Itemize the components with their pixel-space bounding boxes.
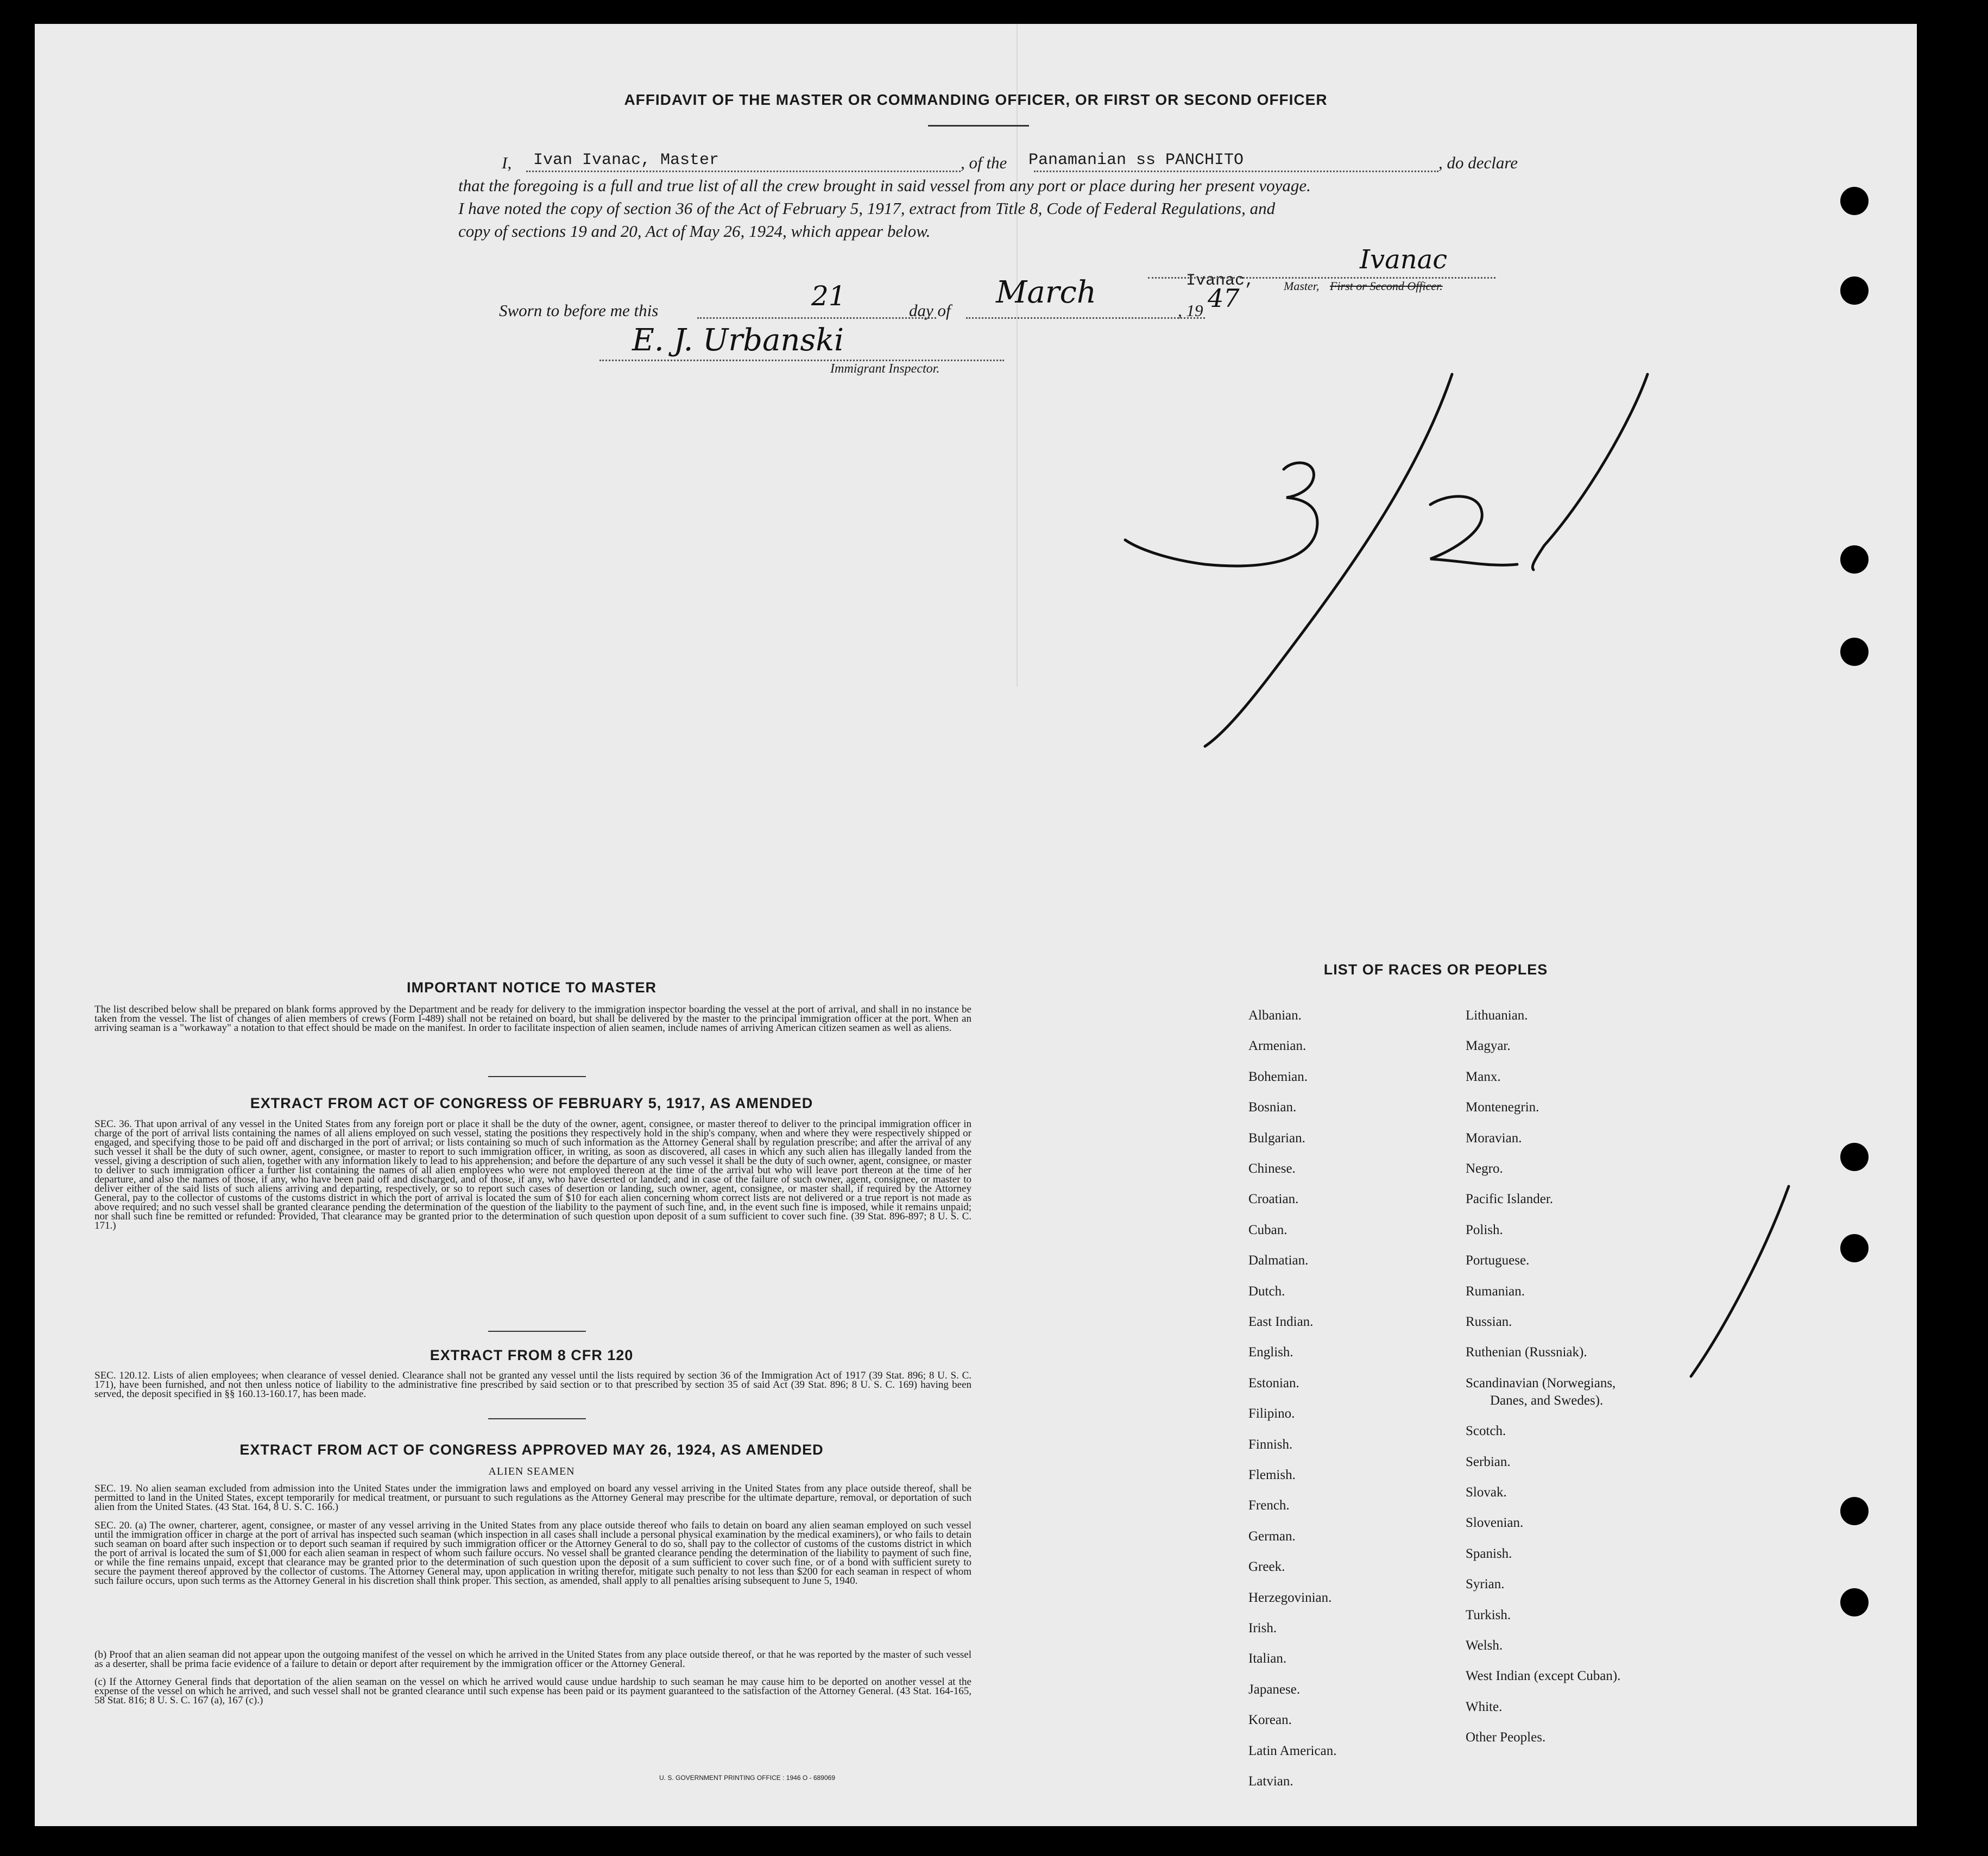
race-item: Moravian. xyxy=(1466,1130,1522,1146)
inspector-dotted-line xyxy=(599,360,1004,361)
do-declare-label: , do declare xyxy=(1438,153,1518,172)
month-dotted-line xyxy=(966,317,1205,319)
punch-hole xyxy=(1840,1588,1869,1616)
race-item: East Indian. xyxy=(1248,1314,1314,1329)
master-name-field: Ivan Ivanac, Master xyxy=(533,151,720,169)
race-item: German. xyxy=(1248,1528,1296,1544)
declaration-line-4: copy of sections 19 and 20, Act of May 26, 1924, which appear below. xyxy=(458,222,931,241)
race-item: Croatian. xyxy=(1248,1192,1299,1207)
race-item: Slovak. xyxy=(1466,1485,1507,1500)
handwritten-3-21-mark xyxy=(1099,328,1653,817)
title-rule xyxy=(928,125,1029,127)
race-item: Magyar. xyxy=(1466,1039,1511,1054)
day-of-label: day of xyxy=(909,301,951,320)
day-dotted-line xyxy=(697,317,936,319)
punch-hole xyxy=(1840,187,1869,215)
declaration-line-2: that the foregoing is a full and true list of all the crew brought in said vessel from any port or place during her present voyage. xyxy=(458,176,1311,195)
sworn-label: Sworn to before me this xyxy=(499,301,659,320)
extract-1924-title: EXTRACT FROM ACT OF CONGRESS APPROVED MAY 26, 1924, AS AMENDED xyxy=(239,1442,824,1458)
declaration-line-3: I have noted the copy of section 36 of the Act of February 5, 1917, extract from Title 8, Code of Federal Regulations, and xyxy=(458,199,1276,218)
inspector-label: Immigrant Inspector. xyxy=(830,362,940,376)
year-prefix: , 19 xyxy=(1178,301,1203,320)
race-item: Italian. xyxy=(1248,1651,1287,1666)
extract-1917-title: EXTRACT FROM ACT OF CONGRESS OF FEBRUARY 5, 1917, AS AMENDED xyxy=(250,1095,813,1111)
race-item: West Indian (except Cuban). xyxy=(1466,1669,1621,1684)
race-item: Japanese. xyxy=(1248,1682,1301,1697)
punch-hole xyxy=(1840,1143,1869,1171)
notice-body: The list described below shall be prepared on blank forms approved by the Department and be ready for delivery to the immigration inspector boarding the vessel at the port of arrival, and shall in no instance be taken from the vessel. The list of changes of alien members of crews (Form I-489) shall not be retained on board, but shall be delivered by the master to the principal immigration officer at the port. When an arriving seaman is a "workaway" a notation to that effect should be made on the manifest. In order to facilitate inspection of alien seamen, include names of arriving American citizen seamen as well as aliens. xyxy=(94,1004,971,1034)
document-page xyxy=(35,24,1917,1826)
month-value: March xyxy=(996,275,1096,310)
race-item: Serbian. xyxy=(1466,1454,1511,1469)
punch-hole xyxy=(1840,1497,1869,1525)
name-dotted-line xyxy=(526,171,961,172)
race-item: Welsh. xyxy=(1466,1638,1503,1653)
race-item: Latvian. xyxy=(1248,1774,1293,1789)
race-item: Russian. xyxy=(1466,1314,1512,1329)
race-item: Ruthenian (Russniak). xyxy=(1466,1345,1587,1360)
race-item: Other Peoples. xyxy=(1466,1730,1546,1745)
rule-1 xyxy=(488,1076,586,1077)
sec-20b-body: (b) Proof that an alien seaman did not appear upon the outgoing manifest of the vessel on which he arrived in the United States from any place outside thereof, or that he was reported by the master of such vessel as a deserter, shall be prima facie evidence of a failure to detain or deport after requirement by the immigration officer or the Attorney General. xyxy=(94,1649,971,1670)
handwritten-slash-mark xyxy=(1686,1181,1794,1387)
sec-20c-body: (c) If the Attorney General finds that deportation of the alien seaman on the vessel on which he arrived would cause undue hardship to such seaman he may cause him to be deported on another vessel at the expense of the vessel on which he arrived, and such vessel shall not be granted clearance until such expense has been paid or its payment guaranteed to the satisfaction of the Attorney General. (43 Stat. 164-165, 58 Stat. 816; 8 U. S. C. 167 (a), 167 (c).) xyxy=(94,1676,971,1706)
race-item: French. xyxy=(1248,1498,1290,1513)
race-item: English. xyxy=(1248,1345,1293,1360)
races-title: LIST OF RACES OR PEOPLES xyxy=(1323,961,1548,978)
notice-title: IMPORTANT NOTICE TO MASTER xyxy=(407,979,657,996)
race-item: Montenegrin. xyxy=(1466,1100,1539,1115)
sec-19-body: SEC. 19. No alien seaman excluded from admission into the United States under the immigration laws and employed on board any vessel arriving in the United States from any place outside thereof, shall be permitted to land in the United States, except temporarily for medical treatment, or pursuant to such regulations as the Attorney General may prescribe for the ultimate departure, removal, or deportation of such alien from the United States. (43 Stat. 164, 8 U. S. C. 166.) xyxy=(94,1483,971,1513)
race-item: Dutch. xyxy=(1248,1284,1285,1299)
race-item: Portuguese. xyxy=(1466,1253,1530,1268)
extract-8cfr-body: SEC. 120.12. Lists of alien employees; when clearance of vessel denied. Clearance shall not be granted any vessel until the lists required by section 36 of the Immigration Act of 1917 (39 Stat. 896; 8 U. S. C. 171), have been furnished, and not then unless notice of liability to the administrative fine prescribed by said section or to that prescribed by section 35 of said Act (39 Stat. 896; 8 U. S. C. 169) having been served, the deposit specified in §§ 160.13-160.17, has been made. xyxy=(94,1370,971,1400)
rule-2 xyxy=(488,1331,586,1332)
race-item: Cuban. xyxy=(1248,1222,1288,1237)
punch-hole xyxy=(1840,638,1869,666)
vessel-field: Panamanian ss PANCHITO xyxy=(1028,151,1244,169)
master-signature: Ivanac xyxy=(1360,244,1448,275)
race-item: Slovenian. xyxy=(1466,1515,1524,1531)
i-label: I, xyxy=(502,153,512,172)
race-item: Flemish. xyxy=(1248,1468,1296,1482)
race-item: Danes, and Swedes). xyxy=(1490,1393,1604,1408)
day-value: 21 xyxy=(811,280,846,312)
sec-20a-body: SEC. 20. (a) The owner, charterer, agent, consignee, or master of any vessel arriving in the United States from any place outside thereof who fails to detain on board any alien seaman employed on such vessel until the immigration officer in charge at the port of arrival has inspected such seaman (which inspection in all cases shall include a personal physical examination by the medical examiners), or who fails to detain such seaman on board after such inspection or to deport such seaman if required by such immigration officer or the Attorney General to do so, shall pay to the collector of customs of the customs district in which the port of arrival is located the sum of $1,000 for each alien seaman in respect of whom such failure occurs. No vessel shall be granted clearance pending the determination of the liability to payment of such fine, or while the fine remains unpaid, except that clearance may be granted prior to the determination of such question upon the deposit of a sum sufficient to cover such fine, or of a bond with sufficient surety to secure the payment thereof approved by the collector of customs. The Attorney General may, upon application in writing therefor, mitigate such penalty to not less than $200 for each seaman in respect of whom such failure occurs, upon such terms as the Attorney General in his discretion shall think proper. This section, as amended, shall apply to all penalties arising subsequent to June 5, 1940. xyxy=(94,1520,971,1587)
race-item: Albanian. xyxy=(1248,1008,1302,1023)
race-item: Scotch. xyxy=(1466,1424,1506,1439)
of-the-label: , of the xyxy=(961,153,1007,172)
race-item: Bulgarian. xyxy=(1248,1130,1305,1146)
race-item: Dalmatian. xyxy=(1248,1253,1309,1268)
affidavit-title: AFFIDAVIT OF THE MASTER OR COMMANDING OFFICER, OR FIRST OR SECOND OFFICER xyxy=(624,91,1328,108)
race-item: Polish. xyxy=(1466,1222,1503,1237)
race-item: Bohemian. xyxy=(1248,1069,1308,1084)
page-fold xyxy=(1017,24,1018,687)
race-item: Armenian. xyxy=(1248,1039,1307,1054)
race-item: Herzegovinian. xyxy=(1248,1590,1332,1605)
race-item: Scandinavian (Norwegians, xyxy=(1466,1375,1616,1391)
race-item: Estonian. xyxy=(1248,1375,1299,1391)
race-item: Spanish. xyxy=(1466,1546,1512,1561)
printer-imprint: U. S. GOVERNMENT PRINTING OFFICE : 1946 O - 689069 xyxy=(659,1774,835,1782)
vessel-dotted-line xyxy=(1034,171,1438,172)
struck-officer-label: First or Second Officer. xyxy=(1330,279,1443,293)
race-item: Lithuanian. xyxy=(1466,1008,1528,1023)
race-item: Negro. xyxy=(1466,1161,1503,1176)
inspector-signature: E. J. Urbanski xyxy=(632,323,844,358)
punch-hole xyxy=(1840,1234,1869,1262)
race-item: Manx. xyxy=(1466,1069,1501,1084)
race-item: Bosnian. xyxy=(1248,1100,1297,1115)
race-item: Chinese. xyxy=(1248,1161,1296,1176)
alien-seamen-subtitle: ALIEN SEAMEN xyxy=(488,1465,575,1477)
race-item: White. xyxy=(1466,1699,1503,1714)
punch-hole xyxy=(1840,545,1869,574)
race-item: Finnish. xyxy=(1248,1437,1293,1452)
signer-typed-name: Ivanac, xyxy=(1186,272,1255,290)
race-item: Irish. xyxy=(1248,1621,1277,1635)
race-item: Korean. xyxy=(1248,1713,1292,1728)
race-item: Filipino. xyxy=(1248,1406,1295,1421)
year-value: 47 xyxy=(1208,284,1240,313)
extract-8cfr-title: EXTRACT FROM 8 CFR 120 xyxy=(430,1347,634,1363)
race-item: Turkish. xyxy=(1466,1607,1511,1622)
signature-dotted-line xyxy=(1148,277,1495,279)
master-label: Master, xyxy=(1284,279,1320,293)
race-item: Latin American. xyxy=(1248,1743,1337,1758)
race-item: Greek. xyxy=(1248,1559,1285,1575)
rule-3 xyxy=(488,1418,586,1419)
race-item: Rumanian. xyxy=(1466,1284,1525,1299)
race-item: Pacific Islander. xyxy=(1466,1192,1554,1207)
punch-hole xyxy=(1840,276,1869,305)
race-item: Syrian. xyxy=(1466,1577,1505,1592)
extract-1917-body: SEC. 36. That upon arrival of any vessel in the United States from any foreign port or place it shall be the duty of the owner, agent, consignee, or master thereof to deliver to the principal immigration officer in charge of the port of arrival lists containing the names of all aliens employed on such vessel, stating the positions they respectively hold in the ship's company, when and where they were respectively shipped or engaged, and specifying those to be paid off and discharged in the port of arrival; or lists containing so much of such information as the Attorney General shall by regulation prescribe; and after the arrival of any such vessel it shall be the duty of such owner, agent, consignee, or master to report to such immigration officer, in writing, as soon as discovered, all cases in which any such alien has illegally landed from the vessel, giving a description of such alien, together with any information likely to lead to his apprehension; and before the departure of any such vessel it shall be the duty of such owner, agent, consignee, or master to deliver to such immigration officer a further list containing the names of all alien employees who were not employed thereon at the time of the arrival but who will leave port thereon at the time of her departure, and also the names of those, if any, who have been paid off and discharged, and of those, if any, who have deserted or landed; and in case of the failure of such owner, agent, consignee, or master to deliver either of the said lists of such aliens arriving and departing, respectively, or so to report such cases of desertion or landing, such owner, agent, consignee, or master shall, if required by the Attorney General, pay to the collector of customs of the customs district in which the port of arrival is located the sum of $10 for each alien concerning whom correct lists are not delivered or a true report is not made as above required; and no such vessel shall be granted clearance pending the determination of the question of the liability to the payment of such fine, and, in the event such fine is imposed, while it remains unpaid; nor shall such fine be remitted or refunded: Provided, That clearance may be granted prior to the determination of such question upon deposit of a sum sufficient to cover such fine. (39 Stat. 896-897; 8 U. S. C. 171.) xyxy=(94,1118,971,1231)
